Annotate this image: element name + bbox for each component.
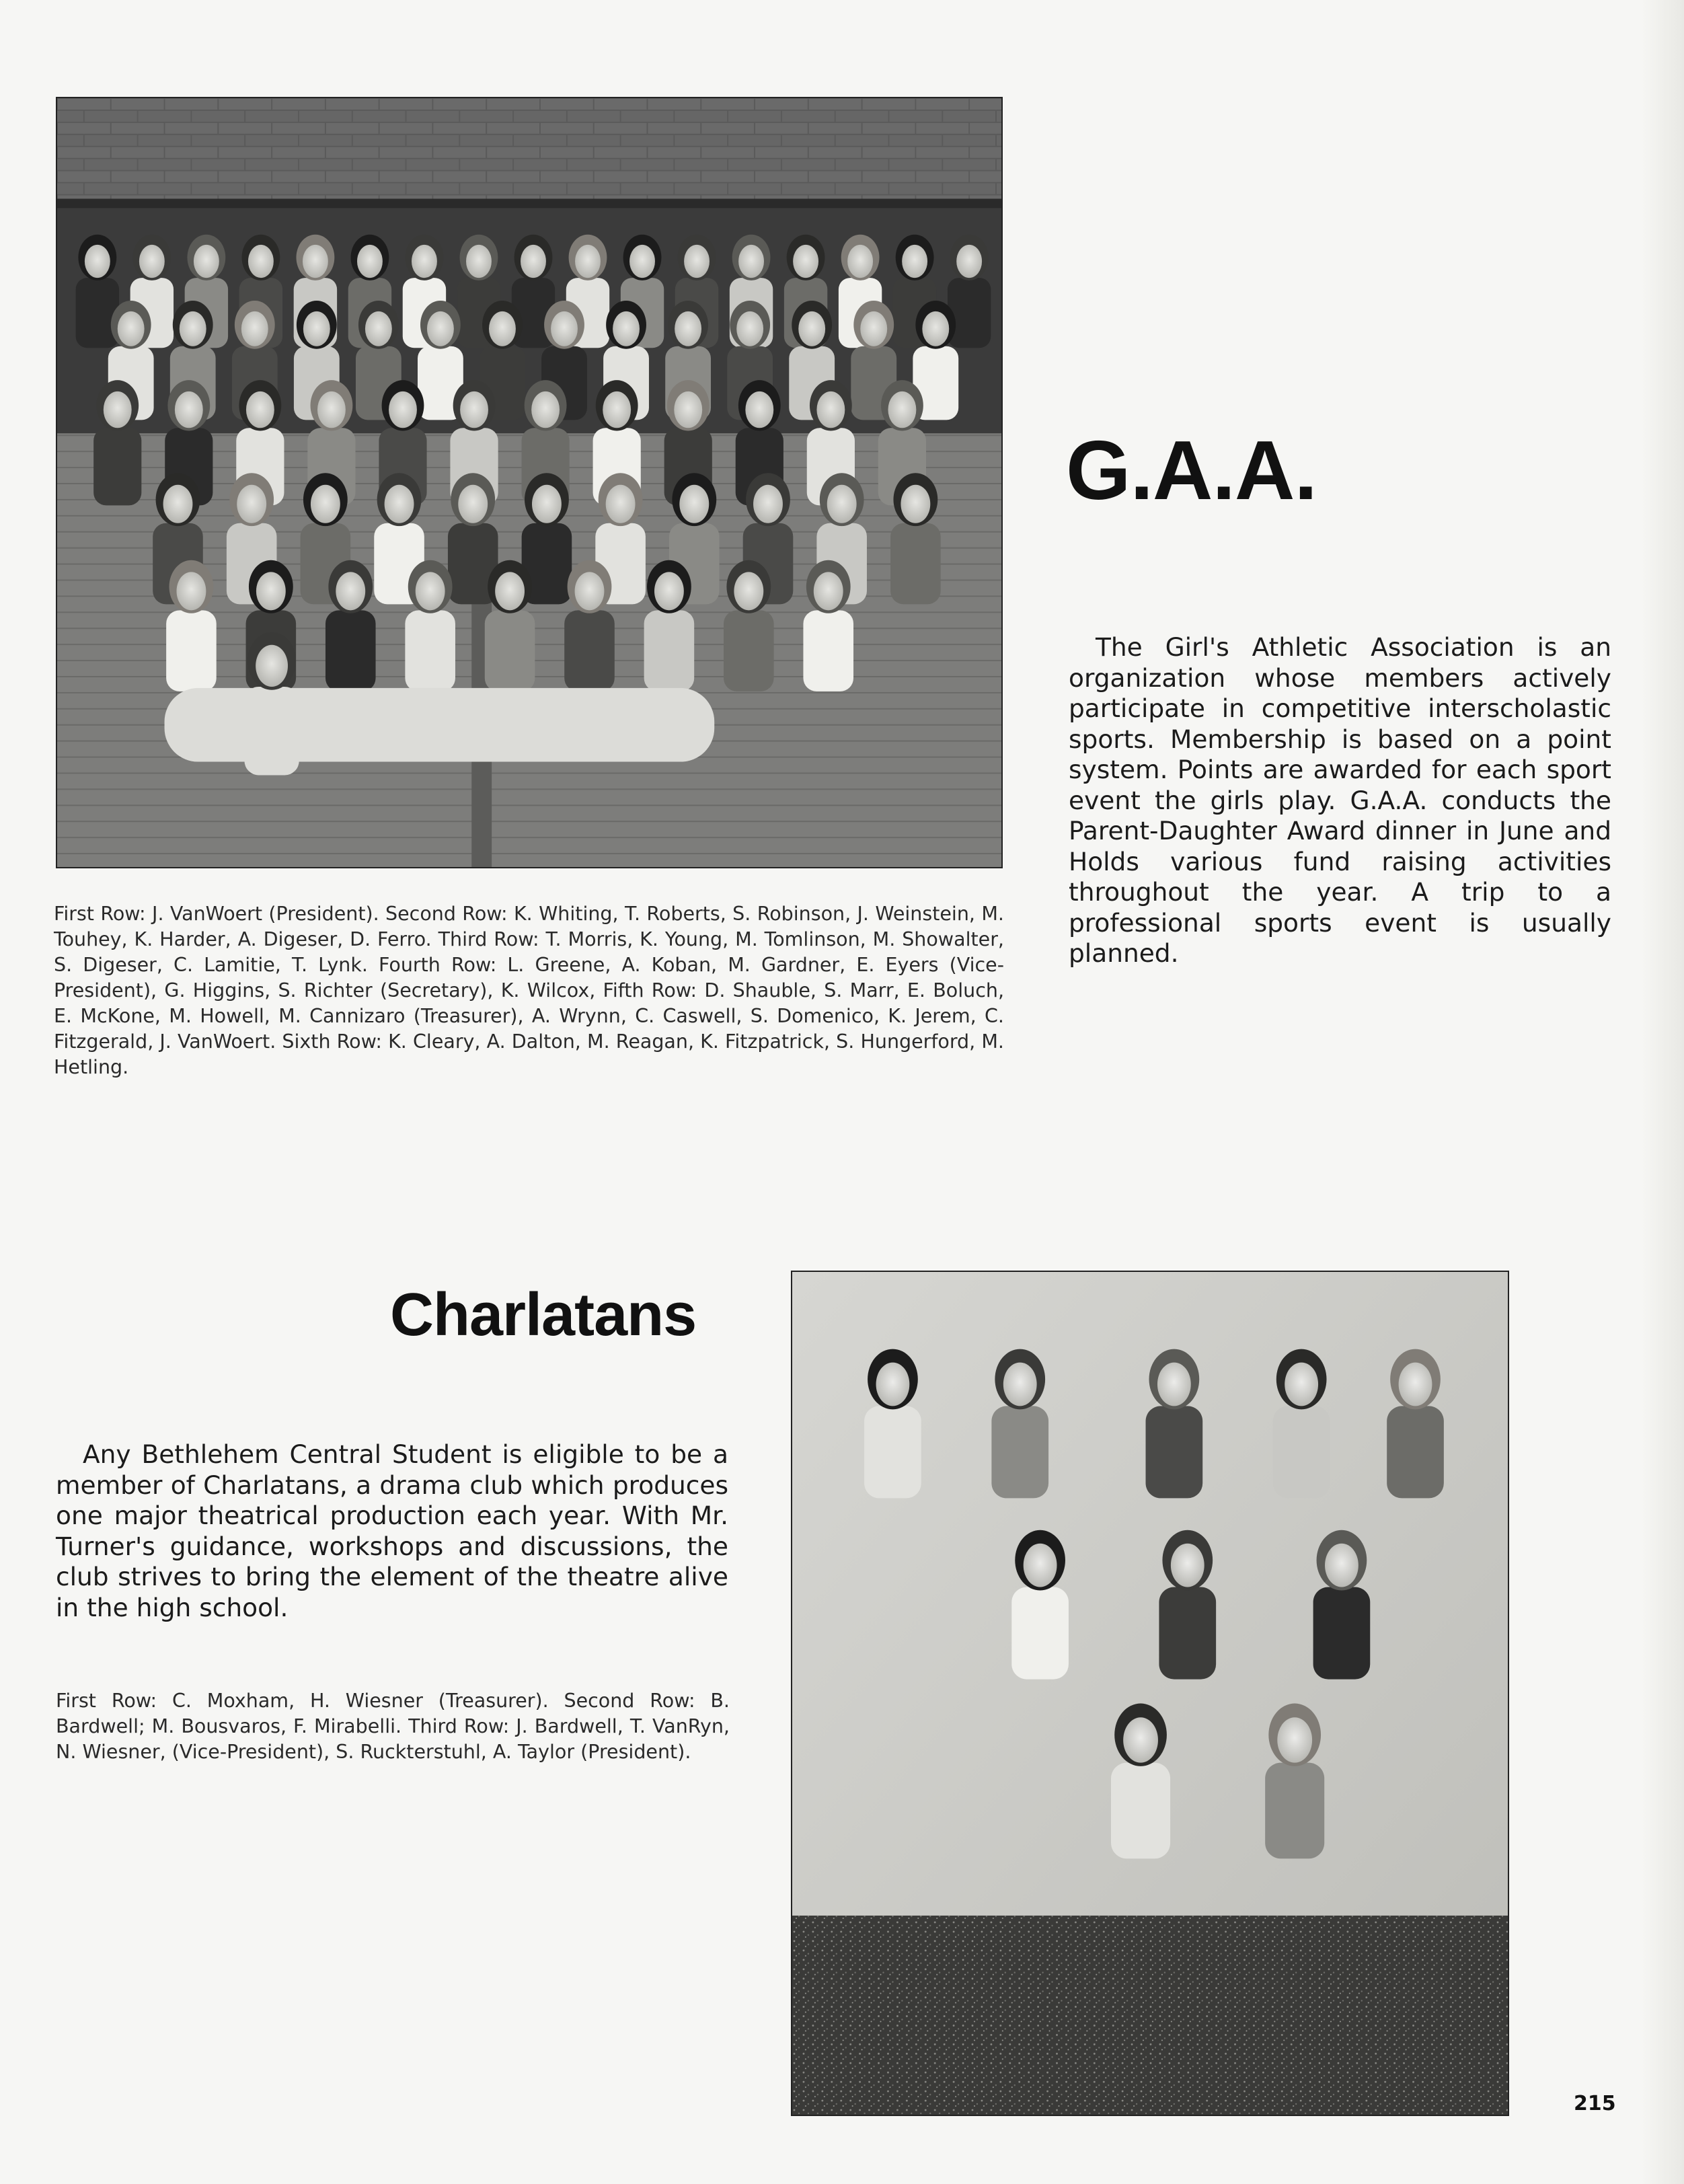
charlatans-description: Any Bethlehem Central Student is eligible to be a member of Charlatans, a drama club which produces one major theatrical production each year. With Mr. Turner's guidance, workshops and discussions, the club strives to bring the element of the theatre alive in the high school. <box>56 1439 728 1622</box>
gaa-photo-graphic <box>57 98 1001 867</box>
person-figure <box>1273 1349 1330 1499</box>
person-figure <box>644 560 695 691</box>
person-figure <box>1111 1704 1170 1859</box>
person-figure <box>890 473 941 604</box>
charlatans-photo-graphic <box>792 1272 1508 2115</box>
person-figure <box>724 560 774 691</box>
person-figure <box>244 632 299 776</box>
page-edge-shading <box>1641 0 1684 2184</box>
person-figure <box>1313 1530 1371 1680</box>
gaa-description: The Girl's Athletic Association is an organization whose members actively participate in competitive interscholastic sports. Membership is based on a point system. Points are awarded for each sport event the girls play. G.A.A. conducts the Parent-Daughter Award dinner in June and Holds various fund raising activities throughout the year. A trip to a professional sports event is usually planned. <box>1069 632 1611 968</box>
person-figure <box>1265 1704 1324 1859</box>
person-figure <box>1146 1349 1203 1499</box>
gaa-heading: G.A.A. <box>1066 424 1317 517</box>
person-figure <box>864 1349 921 1499</box>
person-figure <box>93 380 141 505</box>
person-figure <box>405 560 455 691</box>
person-figure <box>803 560 853 691</box>
person-figure <box>485 560 535 691</box>
charlatans-heading: Charlatans <box>390 1281 697 1349</box>
person-figure <box>564 560 615 691</box>
person-figure <box>326 560 376 691</box>
person-figure <box>166 560 217 691</box>
person-figure <box>1011 1530 1069 1680</box>
person-figure <box>991 1349 1048 1499</box>
person-figure <box>1159 1530 1216 1680</box>
gaa-group-photo <box>56 97 1003 868</box>
page-number: 215 <box>1574 2092 1616 2115</box>
person-figure <box>1387 1349 1444 1499</box>
charlatans-photo-caption: First Row: C. Moxham, H. Wiesner (Treasurer). Second Row: B. Bardwell; M. Bousvaros, F. Mirabelli. Third Row: J. Bardwell, T. VanRyn, N. Wiesner, (Vice-President), S. Ruckterstuhl, A. Taylor (President). <box>56 1690 730 1763</box>
charlatans-group-photo <box>791 1271 1509 2116</box>
gaa-photo-caption: First Row: J. VanWoert (President). Second Row: K. Whiting, T. Roberts, S. Robinson, J. Weinstein, M. Touhey, K. Harder, A. Digeser, D. Ferro. Third Row: T. Morris, K. Young, M. Tomlinson, M. Showalter, S. Digeser, C. Lamitie, T. Lynk. Fourth Row: L. Greene, A. Koban, M. Gardner, E. Eyers (Vice-President), G. Higgins, S. Richter (Secretary), K. Wilcox, Fifth Row: D. Shauble, S. Marr, E. Boluch, E. McKone, M. Howell, M. Cannizaro (Treasurer), A. Wrynn, C. Caswell, S. Domenico, K. Jerem, C. Fitzgerald, J. VanWoert. Sixth Row: K. Cleary, A. Dalton, M. Reagan, K. Fitzpatrick, S. Hungerford, M. Hetling. <box>54 903 1004 1078</box>
